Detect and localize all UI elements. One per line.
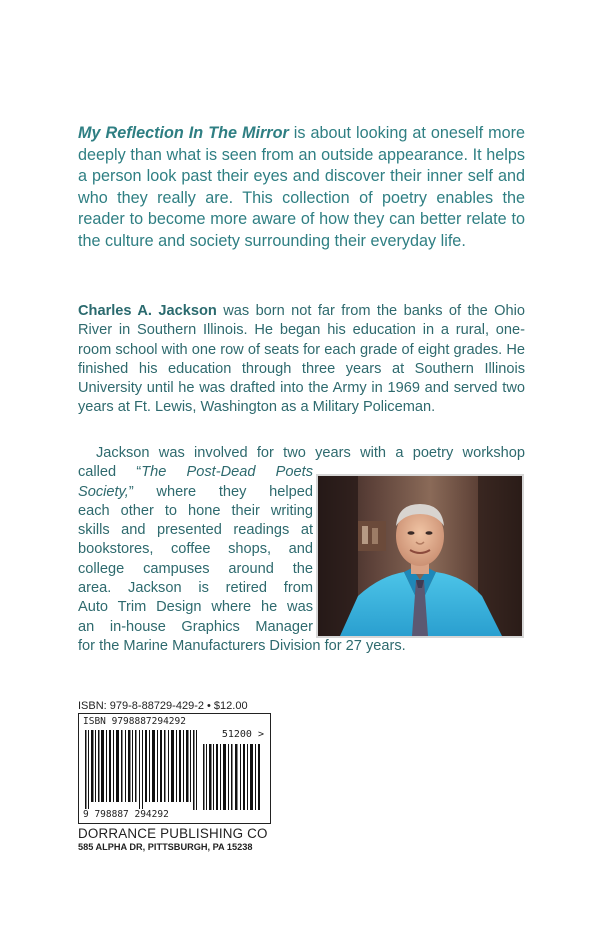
bio-line: skills and presented readings at <box>78 522 313 539</box>
bio-line: called “The Post-Dead Poets <box>78 464 313 481</box>
publisher-name: DORRANCE PUBLISHING CO <box>78 826 268 841</box>
barcode <box>78 713 271 824</box>
bio-text-1: was born not far from the banks of the Ohio River in Southern Illinois. He began his education in a rural, one-room school with one row of seats for each grade of eight grades. He finished his education through three years at Southern Illinois University until he was drafted into the Army in 1969 and served two years at Ft. Lewis, Washington as a Military Policeman. <box>78 303 526 416</box>
bio-line: for the Marine Manufacturers Division for 27 years. <box>78 637 406 654</box>
supplement-barcode-bars <box>203 744 263 810</box>
barcode-number: 9 798887 294292 <box>83 809 169 820</box>
isbn-price-line: ISBN: 979-8-88729-429-2 • $12.00 <box>78 700 248 712</box>
barcode-isbn-text: ISBN 9798887294292 <box>83 716 186 727</box>
bio-line: each other to hone their writing <box>78 502 313 519</box>
bio-line: bookstores, coffee shops, and <box>78 541 313 558</box>
bio-line: an in-house Graphics Manager <box>78 618 313 635</box>
bio-line: Jackson was involved for two years with a poetry workshop <box>96 445 525 461</box>
main-barcode-bars <box>85 730 199 810</box>
barcode-price-code: 51200 > <box>221 729 264 740</box>
author-bio-paragraph-1 <box>78 302 525 418</box>
author-photo <box>316 474 524 638</box>
book-title: My Reflection In The Mirror <box>78 124 289 142</box>
bio-line: Auto Trim Design where he was <box>78 599 313 616</box>
publisher-address: 585 ALPHA DR, PITTSBURGH, PA 15238 <box>78 842 253 852</box>
bio-line: area. Jackson is retired from <box>78 580 313 597</box>
bio-line: college campuses around the <box>78 560 313 577</box>
book-description <box>78 123 525 253</box>
bio-line: Society,” where they helped <box>78 483 313 500</box>
author-name: Charles A. Jackson <box>78 303 217 319</box>
description-text: is about looking at oneself more deeply than what is seen from an outside appearance. It helps a person look past their eyes and discover their inner self and who they really are. This collection of poetry enables the reader to become more aware of how they can better relate to the culture and society surrounding their everyday life. <box>78 124 525 250</box>
